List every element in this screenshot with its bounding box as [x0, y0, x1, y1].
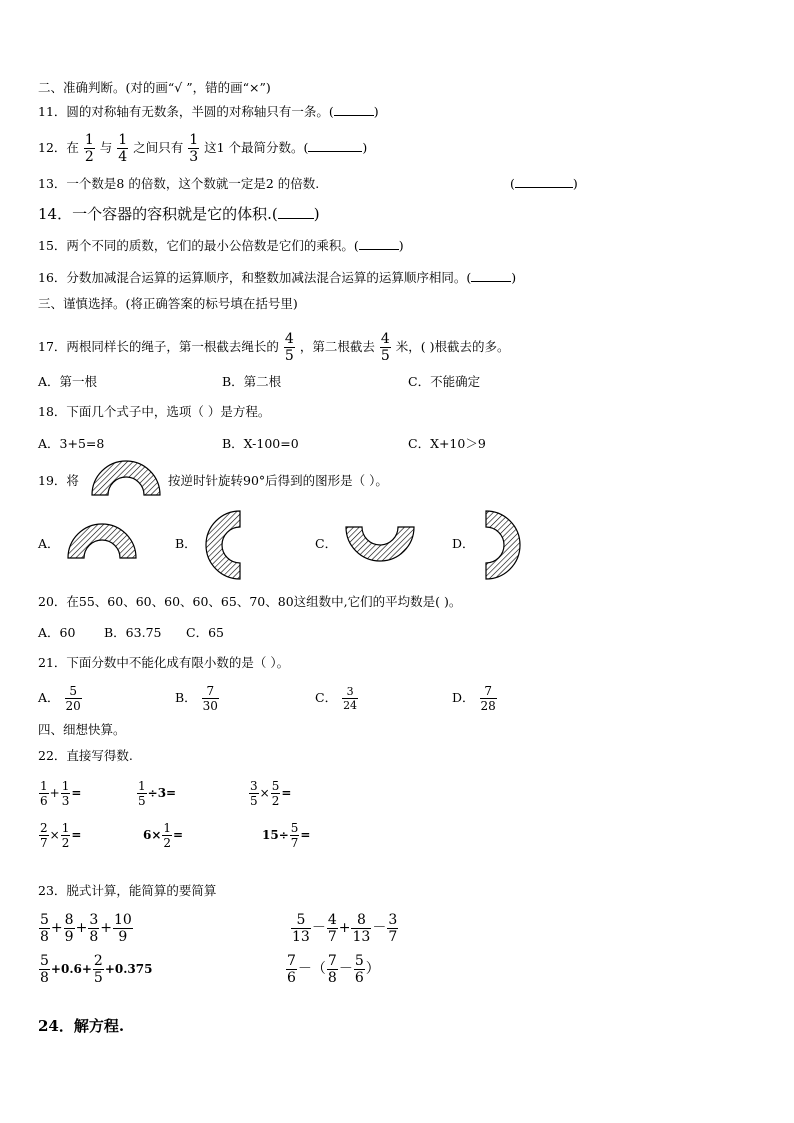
question-16	[38, 270, 516, 286]
q12-prefix: 12．在	[38, 140, 79, 155]
q21-option-a[interactable]	[38, 680, 83, 716]
fraction-2-7: $\frac{2}{7}$	[40, 821, 48, 850]
fraction-3-5: $\frac{3}{5}$	[250, 779, 258, 808]
fraction-1-3: $\frac{1}{3}$	[61, 779, 70, 808]
q17-option-a[interactable]: A．第一根	[38, 374, 98, 389]
q22-title: 22．直接写得数.	[38, 748, 133, 763]
fraction-4-5-b: $\frac{4}{5}$	[380, 331, 390, 364]
fraction-3-7: $\frac{3}{7}$	[388, 911, 398, 945]
q21-option-d[interactable]	[452, 680, 498, 716]
fraction-5-8: $\frac{5}{8}$	[40, 911, 49, 945]
question-20: 20．在55、60、60、60、60、65、70、80这组数中,它们的平均数是( )。	[38, 594, 462, 609]
q20-option-c[interactable]: C．65	[186, 625, 224, 640]
q22-expr-3: $\frac{3}{5}$ × $\frac{5}{2}$ =	[250, 779, 292, 808]
question-14	[38, 206, 320, 222]
q17-suffix: 米，( )根截去的多。	[395, 339, 510, 354]
fraction-4-5-a: $\frac{4}{5}$	[284, 331, 294, 364]
q19-option-a-label[interactable]: A．	[38, 536, 60, 551]
question-21: 21．下面分数中不能化成有限小数的是（ ）。	[38, 655, 290, 670]
q21-option-b[interactable]	[175, 680, 220, 716]
q16-answer-blank[interactable]	[471, 271, 511, 282]
fraction-5-7: $\frac{5}{7}$	[290, 821, 299, 850]
arch-shape-original	[90, 459, 162, 497]
fraction-1-2: $\frac{1}{2}$	[84, 132, 94, 165]
q23-expr-2: $\frac{5}{13}$ － $\frac{4}{7}$ + $\frac{8}{13}$ － $\frac{3}{7}$	[292, 911, 398, 945]
fraction-8-9: $\frac{8}{9}$	[64, 911, 74, 945]
q19-option-c-label[interactable]: C．	[315, 536, 338, 551]
fraction-5-6: $\frac{5}{6}$	[354, 952, 364, 986]
q19-option-c-arch-down[interactable]	[344, 525, 416, 563]
q19-suffix: 按逆时针旋转90°后得到的图形是（ ）。	[168, 473, 388, 488]
fraction-1-5: $\frac{1}{5}$	[138, 779, 146, 808]
fraction-5-13: $\frac{5}{13}$	[292, 911, 310, 945]
q19-option-b-arch-left[interactable]	[204, 510, 242, 580]
q23-expr-1: $\frac{5}{8}$ + $\frac{8}{9}$ + $\frac{3}{8}$ + $\frac{10}{9}$	[40, 911, 132, 945]
fraction-2-5: $\frac{2}{5}$	[93, 952, 103, 986]
q15-answer-blank[interactable]	[359, 239, 399, 250]
q24-title: 24．解方程.	[38, 1017, 125, 1035]
q13-answer-blank[interactable]	[515, 177, 573, 188]
q13-answer	[510, 176, 578, 192]
q16-text: 16．分数加减混合运算的运算顺序，和整数加减法混合运算的运算顺序相同。(	[38, 270, 472, 285]
question-18: 18．下面几个式子中，选项（ ）是方程。	[38, 404, 271, 419]
fraction-1-2-b: $\frac{1}{2}$	[163, 821, 172, 850]
q12-answer-blank[interactable]	[308, 141, 362, 152]
q18-option-c[interactable]: C．X+10＞9	[408, 436, 486, 451]
q19-option-b-label[interactable]: B．	[175, 536, 197, 551]
q12-suffix: 这1 个最简分数。(	[204, 140, 309, 155]
q19-option-d-arch-right[interactable]	[484, 510, 522, 580]
q11-close: )	[373, 104, 379, 119]
fraction-10-9: $\frac{10}{9}$	[113, 911, 132, 945]
question-11	[38, 104, 379, 120]
q23-expr-4: $\frac{7}{6}$ －（ $\frac{7}{8}$ － $\frac{5}{6}$ ）	[287, 952, 380, 986]
q22-expr-4: $\frac{2}{7}$ × $\frac{1}{2}$ =	[40, 821, 82, 850]
q13-open: (	[510, 176, 515, 191]
q23-title: 23．脱式计算，能简算的要简算	[38, 883, 217, 898]
q18-option-b[interactable]: B．X-100=0	[222, 436, 299, 451]
fraction-8-13: $\frac{8}{13}$	[352, 911, 371, 945]
q17-option-b[interactable]: B．第二根	[222, 374, 282, 389]
question-17	[38, 330, 509, 364]
q19-option-a-arch-up[interactable]	[66, 522, 138, 560]
q22-expr-5: 6× $\frac{1}{2}$ =	[143, 821, 184, 850]
fraction-5-8-b: $\frac{5}{8}$	[40, 952, 49, 986]
fraction-5-2: $\frac{5}{2}$	[271, 779, 280, 808]
fraction-1-4: $\frac{1}{4}$	[118, 132, 128, 165]
q21-option-a-label: A．	[38, 690, 60, 705]
q19-option-d-label[interactable]: D．	[452, 536, 475, 551]
q21-option-c-label: C．	[315, 690, 338, 705]
q21-option-d-label: D．	[452, 690, 475, 705]
q22-expr-2: $\frac{1}{5}$ ÷3=	[138, 779, 177, 808]
section-2-heading: 二、准确判断。(对的画“√ ”，错的画“×”)	[38, 80, 271, 95]
q12-mid2: 之间只有	[133, 140, 184, 155]
q20-option-b[interactable]: B．63.75	[104, 625, 162, 640]
q18-option-a[interactable]: A．3+5=8	[38, 436, 105, 451]
q17-prefix: 17．两根同样长的绳子，第一根截去绳长的	[38, 339, 279, 354]
q23-expr-3: $\frac{5}{8}$ +0.6+ $\frac{2}{5}$ +0.375	[40, 952, 153, 986]
section-4-heading: 四、细想快算。	[38, 722, 126, 737]
q14-close: )	[313, 205, 320, 223]
question-13	[38, 176, 319, 192]
q15-text: 15．两个不同的质数，它们的最小公倍数是它们的乘积。(	[38, 238, 359, 253]
question-15	[38, 238, 404, 254]
question-12	[38, 133, 367, 164]
q19-prefix: 19．将	[38, 473, 79, 488]
fraction-7-8: $\frac{7}{8}$	[327, 952, 337, 986]
fraction-5-20: $\frac{5}{20}$	[65, 684, 81, 713]
q21-option-c[interactable]	[315, 680, 359, 716]
q22-expr-6: 15÷ $\frac{5}{7}$ =	[262, 821, 311, 850]
q14-text: 14．一个容器的容积就是它的体积.(	[38, 205, 278, 223]
fraction-3-24: $\frac{3}{24}$	[343, 685, 358, 712]
fraction-3-8: $\frac{3}{8}$	[89, 911, 99, 945]
fraction-1-2: $\frac{1}{2}$	[61, 821, 70, 850]
q12-close: )	[362, 140, 368, 155]
q15-close: )	[398, 238, 404, 253]
q17-option-c[interactable]: C．不能确定	[408, 374, 481, 389]
q13-text: 13．一个数是8 的倍数，这个数就一定是2 的倍数.	[38, 176, 320, 191]
q17-mid: ，第二根截去	[299, 339, 375, 354]
q11-text: 11．圆的对称轴有无数条，半圆的对称轴只有一条。(	[38, 104, 334, 119]
fraction-7-30: $\frac{7}{30}$	[202, 684, 218, 713]
q21-option-b-label: B．	[175, 690, 197, 705]
fraction-7-28: $\frac{7}{28}$	[480, 684, 496, 713]
fraction-4-7: $\frac{4}{7}$	[327, 911, 337, 945]
q20-option-a[interactable]: A．60	[38, 625, 76, 640]
q12-mid1: 与	[99, 140, 113, 155]
q16-close: )	[511, 270, 517, 285]
q14-answer-blank[interactable]	[278, 208, 314, 219]
q11-answer-blank[interactable]	[334, 105, 374, 116]
section-3-heading: 三、谨慎选择。(将正确答案的标号填在括号里)	[38, 296, 298, 311]
q13-close: )	[572, 176, 578, 191]
fraction-1-6: $\frac{1}{6}$	[40, 779, 48, 808]
q22-expr-1: $\frac{1}{6}$ + $\frac{1}{3}$ =	[40, 779, 82, 808]
fraction-1-3: $\frac{1}{3}$	[189, 132, 199, 165]
fraction-7-6: $\frac{7}{6}$	[287, 952, 296, 986]
